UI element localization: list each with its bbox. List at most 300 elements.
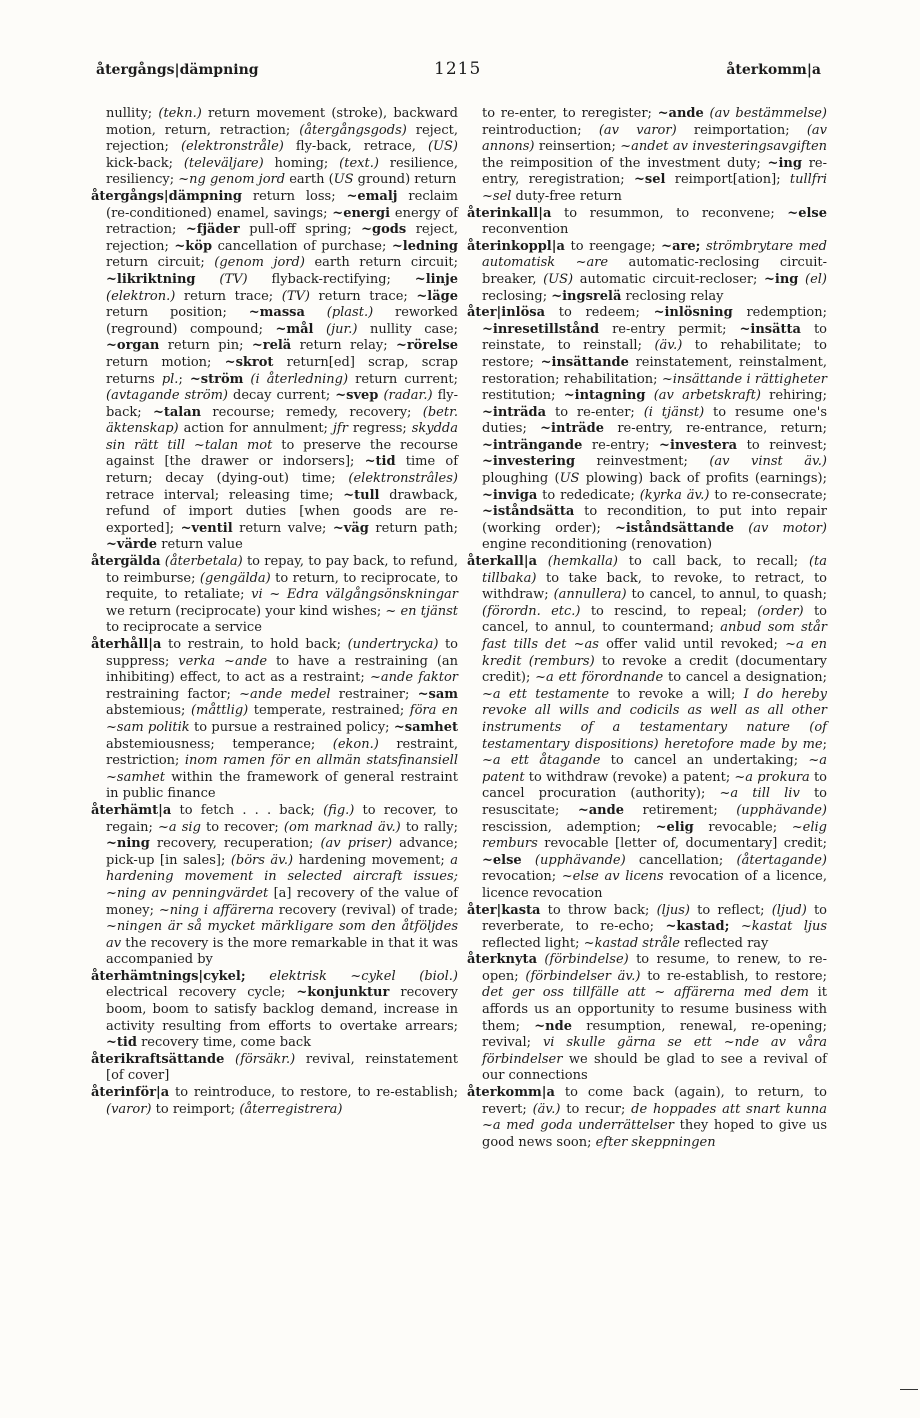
- definition-text: to preserve the recourse against [the drawer or indorsers];: [106, 437, 458, 470]
- definition-text: to re-establish, to restore;: [640, 968, 827, 984]
- definition-text: to resume, to renew, to re-open;: [482, 952, 827, 984]
- definition-text: to recur;: [560, 1101, 632, 1117]
- definition-text: temperate, restrained;: [248, 703, 410, 719]
- headword: ~elig: [655, 819, 694, 835]
- definition-text: we should be glad to see a revival of our connections: [482, 1051, 827, 1084]
- definition-text: fly-back;: [106, 388, 458, 420]
- page-header: [96, 59, 821, 86]
- usage-label: (återtagande): [736, 852, 827, 868]
- usage-label: (förordn. etc.): [482, 603, 581, 619]
- definition-text: [734, 521, 748, 536]
- dictionary-entry: [91, 189, 458, 554]
- headword: ~inträngande: [482, 437, 583, 453]
- definition-text: earth (: [285, 172, 334, 188]
- usage-label: (av motor): [748, 520, 827, 536]
- definition-text: to rally;: [400, 819, 458, 835]
- usage-label: (äv.): [532, 1101, 561, 1117]
- headword: återinkall|a: [467, 205, 552, 221]
- usage-label: vi ~ Edra välgångsönskningar: [251, 587, 458, 603]
- definition-text: to have a restraining (an inhibiting) effect, to act as a restraint;: [106, 653, 459, 686]
- headword: återknyta: [467, 952, 537, 968]
- definition-text: reconvention: [482, 222, 569, 238]
- headword: ~värde: [106, 537, 158, 553]
- usage-label: (börs äv.): [230, 852, 294, 868]
- headword: återinför|a: [91, 1085, 170, 1101]
- usage-label: de hoppades att snart kunna ~a med goda underrättelser: [482, 1101, 827, 1134]
- dictionary-entry: [467, 206, 827, 239]
- headword: ~ande: [577, 802, 624, 818]
- definition-text: automatic-reclosing circuit-breaker,: [482, 255, 827, 287]
- headword: ~läge: [416, 288, 459, 304]
- definition-text: to take back, to revoke, to retract, to withdraw;: [482, 570, 827, 603]
- definition-text: to suppress;: [106, 637, 458, 669]
- headword: ~linje: [414, 271, 458, 287]
- usage-label: ~a ett förordnande: [535, 670, 664, 686]
- definition-text: reclaim (re-conditioned) enamel, savings;: [106, 188, 458, 221]
- headword: ~ingsrelä: [551, 288, 622, 304]
- definition-text: return pin;: [159, 338, 252, 354]
- definition-text: to throw back;: [540, 902, 657, 918]
- definition-text: reclosing;: [482, 288, 552, 304]
- usage-label: ~kastad stråle: [583, 935, 681, 951]
- definition-text: return circuit;: [106, 255, 215, 271]
- usage-label: (kyrka äv.): [639, 487, 710, 503]
- headword: ~sel: [634, 172, 666, 188]
- definition-text: to cancel, to annul, to countermand;: [482, 603, 828, 636]
- usage-label: (radar.): [383, 388, 433, 404]
- headword: ~intagning: [563, 388, 646, 404]
- definition-text: electrical recovery cycle;: [106, 985, 297, 1001]
- definition-text: to rededicate;: [537, 487, 640, 503]
- usage-label: pl.: [161, 371, 179, 387]
- definition-text: return loss;: [241, 188, 347, 204]
- usage-label: inom ramen för en allmän statsfinansiell ~samhet: [106, 753, 458, 785]
- usage-label: (av varor): [598, 122, 677, 138]
- headword: ~iståndsättande: [614, 520, 735, 536]
- usage-label: (ta tillbaka): [482, 554, 827, 586]
- definition-text: to redeem;: [545, 305, 654, 321]
- definition-text: nullity case;: [357, 321, 459, 337]
- definition-text: to reintroduce, to restore, to re-establish;: [169, 1085, 458, 1101]
- usage-label: jfr: [332, 421, 348, 437]
- definition-text: earth return circuit;: [304, 255, 458, 271]
- usage-label: (upphävande): [534, 852, 626, 868]
- definition-text: pull-off spring;: [239, 222, 362, 238]
- definition-text: to cancel, to annul, to quash;: [626, 587, 827, 603]
- definition-text: abstemiousness; temperance;: [106, 736, 333, 752]
- usage-label: ~insättande i rättigheter: [661, 371, 827, 387]
- headword: åter|kasta: [467, 902, 541, 918]
- definition-text: recovery time, come back: [136, 1035, 311, 1051]
- headword: ~insättande: [540, 354, 629, 370]
- definition-text: reflected ray: [680, 935, 769, 951]
- headword: ~mål: [275, 321, 314, 337]
- definition-text: [196, 272, 220, 287]
- definition-text: return valve;: [232, 520, 333, 536]
- definition-text: reinvestment;: [575, 454, 710, 470]
- usage-label: ~andet av investeringsavgiften: [620, 139, 828, 155]
- headword: ~väg: [332, 520, 369, 536]
- usage-label: ~ning i affärerna: [158, 902, 274, 918]
- definition-text: [729, 919, 740, 934]
- usage-label: ~ande faktor: [370, 670, 458, 686]
- usage-label: skydda sin rätt till ~talan mot: [106, 421, 458, 453]
- left-guideword: återgångs|dämpning: [96, 62, 259, 78]
- headword: ~ing: [767, 155, 802, 171]
- definition-text: reimport[ation];: [665, 172, 790, 188]
- usage-label: (i tjänst): [643, 404, 705, 420]
- usage-label: (återbetala): [164, 554, 243, 570]
- definition-text: to come back (again), to return, to revert;: [482, 1085, 827, 1117]
- definition-text: we return (reciprocate) your kind wishes;: [106, 603, 386, 619]
- headword: ~ström: [189, 371, 244, 387]
- definition-text: to repay, to pay back, to refund, to reimburse;: [106, 554, 458, 586]
- headword: återhåll|a: [91, 637, 162, 652]
- usage-label: (förbindelse): [544, 952, 629, 968]
- usage-label: (av arbetskraft): [653, 388, 761, 404]
- usage-label: (order): [757, 603, 804, 619]
- right-column: [467, 106, 827, 1151]
- headword: ~ande: [657, 106, 704, 121]
- usage-label: (upphävande): [736, 802, 827, 818]
- definition-text: return[ed] scrap, scrap returns: [106, 354, 458, 387]
- definition-text: resumption, renewal, re-opening; revival;: [482, 1018, 827, 1051]
- headword: ~rörelse: [395, 338, 458, 354]
- definition-text: restitution;: [482, 388, 564, 404]
- definition-text: [645, 388, 653, 403]
- definition-text: to rehabilitate; to restore;: [482, 338, 827, 370]
- definition-text: to cancel procuration (authority);: [482, 769, 828, 802]
- usage-label: (ljud): [771, 902, 807, 918]
- definition-text: revocation of a licence, licence revocation: [482, 869, 827, 901]
- usage-label: (av annons): [482, 122, 827, 155]
- definition-text: re-entry permit;: [599, 321, 740, 337]
- definition-text: offer valid until revoked;: [598, 637, 786, 652]
- headword: ~organ: [106, 338, 160, 354]
- definition-text: to re-consecrate;: [709, 487, 827, 503]
- definition-text: cancellation;: [625, 852, 737, 868]
- definition-text: to resume one's duties;: [482, 404, 827, 437]
- dictionary-entry: [91, 1052, 458, 1085]
- headword: ~skrot: [224, 354, 274, 370]
- definition-text: reclosing relay: [621, 288, 724, 304]
- definition-text: reflected light;: [482, 935, 584, 951]
- definition-text: revocable [letter of, documentary] credit;: [537, 836, 827, 852]
- definition-text: time of return; decay (dying-out) time;: [106, 454, 458, 487]
- definition-text: restraining factor;: [106, 686, 240, 702]
- headword: ~relä: [251, 338, 292, 354]
- definition-text: to fetch . . . back;: [171, 802, 324, 818]
- dictionary-entry: [467, 1085, 827, 1151]
- headword: återhämt|a: [91, 802, 172, 818]
- definition-text: within the framework of general restraint in public finance: [106, 769, 458, 802]
- headword: ~iståndsätta: [482, 504, 575, 520]
- usage-label: (tekn.): [158, 106, 202, 121]
- definition-text: revocation;: [482, 869, 562, 885]
- usage-label: (om marknad äv.): [283, 819, 401, 835]
- definition-text: [224, 1052, 235, 1067]
- usage-label: (annullera): [553, 587, 627, 603]
- headword: ~insätta: [739, 321, 801, 337]
- definition-text: [537, 554, 548, 569]
- definition-text: resilience, resiliency;: [106, 155, 458, 188]
- definition-text: restraint, restriction;: [106, 736, 458, 769]
- headword: ~kastad;: [665, 919, 730, 935]
- definition-text: flyback-rectifying;: [247, 271, 415, 287]
- definition-text: hardening movement;: [293, 852, 451, 868]
- dictionary-entry: [467, 305, 827, 554]
- definition-text: to reverberate, to re-echo;: [482, 902, 827, 935]
- definition-text: abstemious;: [106, 703, 191, 719]
- headword: ~samhet: [393, 719, 459, 735]
- headword: ~tid: [106, 1035, 137, 1051]
- definition-text: automatic circuit-recloser;: [573, 271, 765, 287]
- usage-label: US: [333, 172, 354, 188]
- definition-text: [246, 969, 270, 984]
- definition-text: fly-back, retrace,: [283, 139, 428, 155]
- definition-text: to recover, to regain;: [106, 802, 458, 835]
- usage-label: (hemkalla): [547, 554, 618, 570]
- definition-text: to reflect;: [690, 902, 772, 918]
- definition-text: action for annulment;: [178, 421, 333, 437]
- headword: ~investera: [659, 437, 738, 453]
- usage-label: (i återledning): [250, 371, 349, 387]
- usage-label: (elektronstråle): [180, 139, 284, 155]
- usage-label: (försäkr.): [235, 1051, 296, 1067]
- usage-label: strömbrytare med automatisk ~are: [482, 238, 827, 271]
- definition-text: [798, 272, 805, 287]
- usage-label: (av vinst äv.): [709, 454, 827, 470]
- headword: ~energi: [332, 205, 391, 221]
- headword: ~inträde: [540, 421, 605, 437]
- usage-label: (förbindelser äv.): [525, 968, 641, 984]
- definition-text: it affords us an opportunity to resume business with them;: [482, 985, 827, 1034]
- usage-label: (jur.): [326, 321, 358, 337]
- headword: ~ledning: [391, 238, 459, 254]
- definition-text: return movement (stroke), backward motion, return, retraction;: [106, 106, 458, 138]
- definition-text: to withdraw (revoke) a patent;: [524, 769, 735, 785]
- dictionary-entry: [91, 637, 458, 803]
- usage-label: (elektron.): [106, 288, 176, 304]
- usage-label: ~a ett testamente: [482, 686, 610, 702]
- definition-text: engine reconditioning (renovation): [482, 537, 713, 553]
- usage-label: ~a till liv: [719, 786, 800, 802]
- definition-text: to recover;: [200, 819, 284, 835]
- definition-text: revival, reinstatement [of cover]: [106, 1051, 458, 1084]
- usage-label: (US): [427, 139, 458, 155]
- usage-label: ~a sig: [158, 819, 201, 835]
- usage-label: (avtagande ström): [106, 388, 228, 404]
- definition-text: ;: [822, 736, 827, 752]
- definition-text: [a] recovery of the value of money;: [106, 885, 459, 918]
- definition-text: to re-enter, to reregister;: [482, 106, 658, 121]
- definition-text: reimportation;: [676, 122, 807, 138]
- left-column: [91, 106, 458, 1118]
- definition-text: cancellation of purchase;: [212, 238, 392, 254]
- definition-text: to pursue a restrained policy;: [189, 719, 394, 735]
- headword: ~ing: [764, 271, 799, 287]
- definition-text: the reimposition of the investment duty;: [482, 155, 768, 171]
- usage-label: (plast.): [326, 305, 374, 321]
- usage-label: efter skeppningen: [595, 1134, 716, 1150]
- definition-text: to reengage;: [564, 238, 662, 254]
- headword: ~tull: [343, 487, 380, 503]
- usage-label: ~kastat ljus: [740, 919, 827, 935]
- usage-label: (text.): [339, 155, 379, 171]
- definition-text: to resuscitate;: [482, 786, 828, 818]
- headword: återikraftsättande: [91, 1051, 225, 1067]
- headword: ~inviga: [482, 487, 538, 503]
- usage-label: I do hereby revoke all wills and codicils as well as all other instruments of a testamentary nature (of testamentary dispositions) heretofore made by me: [482, 686, 827, 752]
- headword: ~ventil: [180, 520, 233, 536]
- definition-text: plowing) back of profits (earnings);: [579, 471, 827, 487]
- headword: ~are;: [661, 238, 701, 254]
- usage-label: ~ng genom jord: [178, 172, 286, 188]
- usage-label: (varor): [106, 1101, 152, 1117]
- definition-text: return value: [157, 537, 243, 553]
- usage-label: ~elig remburs: [482, 819, 827, 852]
- usage-label: (ekon.): [332, 736, 379, 752]
- definition-text: reworked (reground) compound;: [106, 305, 458, 337]
- definition-text: retirement;: [624, 802, 737, 818]
- headword: ~massa: [248, 305, 305, 321]
- page-number: 1215: [434, 59, 482, 79]
- definition-text: to reimport;: [151, 1101, 240, 1117]
- definition-text: reinstatement, reinstalment, restoration; rehabilitation;: [482, 354, 827, 387]
- definition-text: to call back, to recall;: [618, 554, 809, 570]
- definition-text: return relay;: [291, 338, 396, 354]
- definition-text: [314, 322, 327, 337]
- dictionary-entry: [467, 903, 827, 953]
- definition-text: to return, to reciprocate, to requite, to retaliate;: [106, 570, 458, 603]
- usage-label: det ger oss tillfälle att ~ affärerna med dem: [482, 985, 809, 1001]
- definition-text: reject, rejection;: [106, 222, 458, 254]
- usage-label: (äv.): [654, 338, 683, 354]
- headword: ~inresetillstånd: [482, 321, 600, 337]
- usage-label: ~a prokura: [734, 769, 810, 785]
- definition-text: energy of retraction;: [106, 205, 458, 238]
- dictionary-entry: [91, 554, 458, 637]
- dictionary-entry: [91, 969, 458, 1052]
- definition-text: to reciprocate a service: [106, 620, 262, 636]
- definition-text: they hoped to give us good news soon;: [482, 1118, 827, 1150]
- definition-text: nullity;: [106, 106, 159, 121]
- definition-text: return trace;: [309, 288, 417, 304]
- definition-text: ground) return: [353, 172, 457, 188]
- definition-text: recovery, recuperation;: [149, 836, 321, 852]
- usage-label: US: [559, 471, 580, 487]
- headword: åter|inlösa: [467, 305, 546, 321]
- usage-label: verka ~ande: [178, 653, 268, 669]
- definition-text: re-entry, re-entrance, return;: [604, 421, 827, 437]
- headword: återgälda: [91, 554, 161, 570]
- definition-text: re-entry, reregistration;: [482, 155, 827, 188]
- definition-text: to recondition, to put into repair (working order);: [482, 504, 827, 536]
- usage-label: (måttlig): [190, 703, 249, 719]
- headword: ~ning: [106, 836, 150, 852]
- headword: återkall|a: [467, 554, 538, 570]
- definition-text: decay current;: [227, 388, 336, 404]
- usage-label: ~a ett åtagande: [482, 753, 601, 769]
- definition-text: to revoke a will;: [609, 686, 744, 702]
- headword: ~likriktning: [106, 271, 196, 287]
- usage-label: ~a en kredit (remburs): [482, 637, 828, 669]
- usage-label: (återregistrera): [239, 1101, 343, 1117]
- definition-text: advance; pick-up [in sales];: [106, 836, 458, 868]
- definition-text: reinsertion;: [534, 139, 621, 155]
- usage-label: (av bestämmelse): [709, 106, 828, 121]
- usage-label: ~ en tjänst: [385, 603, 458, 619]
- headword: ~talan: [152, 404, 202, 420]
- definition-text: reintroduction;: [482, 122, 599, 138]
- usage-label: a hardening movement in selected aircraft issues; ~ning av penningvärdet: [106, 852, 458, 901]
- usage-label: ~ningen är så mycket märkligare som den åtföljdes av: [106, 919, 458, 951]
- usage-label: ~ande medel: [239, 686, 331, 702]
- headword: ~emalj: [346, 188, 398, 204]
- definition-text: redemption;: [732, 305, 827, 321]
- definition-text: reject, rejection;: [106, 122, 459, 155]
- definition-text: re-entry;: [582, 437, 660, 453]
- definition-text: to restrain, to hold back;: [161, 637, 348, 652]
- definition-text: to cancel an undertaking;: [600, 753, 809, 769]
- definition-text: homing;: [263, 155, 340, 171]
- headword: ~gods: [361, 222, 407, 238]
- usage-label: (TV): [219, 271, 248, 287]
- definition-text: recovery boom, boom to satisfy backlog demand, increase in activity resulting from efforts to overtake arrears;: [106, 985, 458, 1034]
- dictionary-entry: [91, 1085, 458, 1118]
- definition-text: regress;: [347, 421, 412, 437]
- definition-text: to revoke a credit (documentary credit);: [482, 653, 827, 686]
- definition-text: rehiring;: [760, 388, 827, 404]
- dictionary-entry: [467, 554, 827, 902]
- usage-label: (el): [805, 271, 827, 287]
- usage-label: elektrisk ~cykel (biol.): [269, 968, 458, 984]
- definition-text: to reinstate, to reinstall;: [482, 321, 827, 354]
- usage-label: (av priser): [320, 836, 393, 852]
- usage-label: (ljus): [656, 902, 690, 918]
- definition-text: return trace;: [175, 288, 282, 304]
- usage-label: anbud som står fast tills det ~as: [482, 620, 827, 652]
- usage-label: (fig.): [323, 802, 355, 818]
- headword: ~investering: [482, 454, 576, 470]
- dictionary-entry: [467, 106, 827, 206]
- usage-label: vi skulle gärna se ett ~nde av våra förbindelser: [482, 1035, 827, 1067]
- usage-label: (undertrycka): [347, 637, 439, 652]
- headword: återgångs|dämpning: [91, 188, 242, 204]
- usage-label: tullfri ~sel: [482, 172, 827, 204]
- headword: ~svep: [335, 388, 379, 404]
- usage-label: (elektronstrâles): [348, 471, 458, 487]
- dictionary-entry: [91, 106, 458, 189]
- headword: ~inlösning: [653, 305, 733, 321]
- definition-text: to resummon, to reconvene;: [551, 205, 788, 221]
- definition-text: return current;: [348, 371, 458, 387]
- usage-label: (televäljare): [183, 155, 264, 171]
- definition-text: revocable;: [693, 819, 792, 835]
- definition-text: restrainer;: [330, 686, 418, 702]
- usage-label: föra en ~sam politik: [106, 703, 458, 735]
- definition-text: recourse; remedy, recovery;: [201, 404, 423, 420]
- definition-text: drawback, refund of import duties [when goods are re-exported];: [106, 487, 458, 536]
- usage-label: (betr. äktenskap): [106, 404, 458, 437]
- headword: ~fjäder: [185, 222, 240, 238]
- usage-label: (återgångsgods): [299, 122, 407, 138]
- definition-text: kick-back;: [106, 155, 184, 171]
- usage-label: (gengälda): [199, 570, 271, 586]
- usage-label: ~a patent: [482, 753, 828, 785]
- definition-text: to cancel a designation;: [663, 670, 827, 686]
- usage-label: (US): [543, 271, 574, 287]
